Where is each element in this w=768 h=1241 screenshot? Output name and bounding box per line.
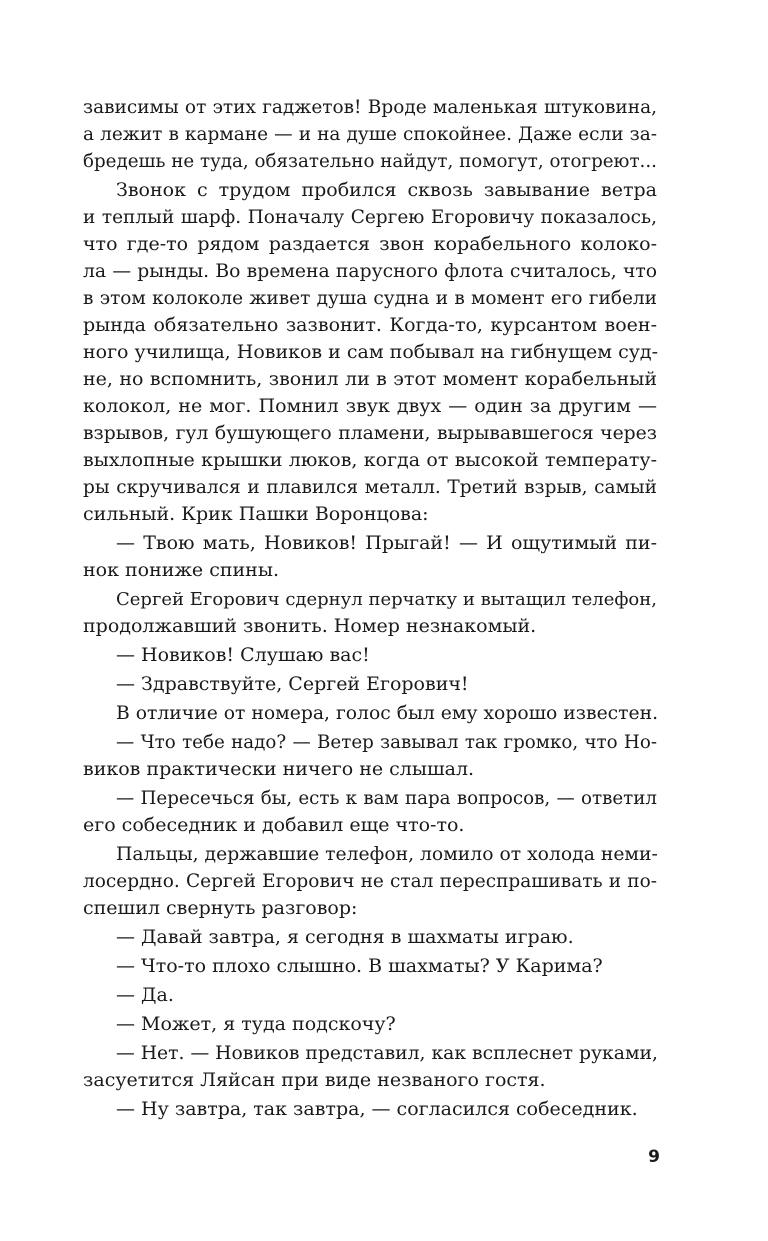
text-line: — Пересечься бы, есть к вам пара вопросов, — ответил (116, 788, 657, 809)
paragraph (83, 642, 657, 669)
paragraph (83, 785, 657, 839)
text-line: сильный. Крик Пашки Воронцова: (83, 503, 429, 525)
text-line: бредешь не туда, обязательно найдут, помогут, отогреют... (83, 151, 657, 172)
text-line: — Да. (116, 984, 174, 1006)
text-line: не, но вспомнить, звонил ли в этот момент корабельный (83, 368, 657, 390)
text-line: Звонок с трудом пробился сквозь завывание ветра (116, 179, 657, 201)
text-line: а лежит в кармане — и на душе спокойнее. Даже если за- (83, 124, 657, 145)
text-line: ла — рынды. Во времена парусного флота считалось, что (83, 261, 657, 282)
paragraph (83, 700, 657, 727)
paragraph (83, 953, 657, 980)
text-line: и теплый шарф. Поначалу Сергею Егоровичу показалось, (83, 207, 657, 228)
text-line: — Что-то плохо слышно. В шахматы? У Карима? (116, 955, 603, 977)
text-line: продолжавший звонить. Номер незнакомый. (83, 615, 537, 637)
text-line: взрывов, гул бушующего пламени, вырывавшегося через (83, 423, 657, 444)
text-line: — Может, я туда подскочу? (116, 1013, 396, 1035)
text-line: Сергей Егорович сдернул перчатку и вытащил телефон, (116, 589, 657, 610)
text-line: В отличие от номера, голос был ему хорошо известен. (116, 703, 659, 724)
paragraph (83, 982, 657, 1009)
text-line: нок пониже спины. (83, 559, 280, 581)
text-line: засуетится Ляйсан при виде незваного гостя. (83, 1069, 546, 1091)
text-line: — Здравствуйте, Сергей Егорович! (116, 673, 469, 695)
paragraph (83, 729, 657, 783)
text-line: в этом колоколе живет душа судна и в момент его гибели (83, 288, 657, 309)
text-line: что где-то рядом раздается звон корабельного колоко- (83, 233, 657, 255)
text-line: — Твою мать, Новиков! Прыгай! — И ощутимый пи- (116, 532, 657, 554)
paragraph (83, 530, 657, 584)
text-line: лосердно. Сергей Егорович не стал переспрашивать и по- (83, 871, 657, 892)
page-number: 9 (648, 1147, 660, 1167)
text-line: — Нет. — Новиков представил, как всплеснет руками, (116, 1043, 658, 1064)
page-body-text (83, 94, 657, 1125)
text-line: ного училища, Новиков и сам побывал на гибнущем суд- (83, 341, 659, 363)
text-line: выхлопные крышки люков, когда от высокой температу- (83, 449, 657, 471)
text-line: — Ну завтра, так завтра, — согласился собеседник. (116, 1098, 638, 1120)
text-line: — Что тебе надо? — Ветер завывал так громко, что Но- (116, 732, 657, 753)
text-line: зависимы от этих гаджетов! Вроде маленькая штуковина, (83, 97, 657, 118)
text-line: виков практически ничего не слышал. (83, 758, 475, 780)
paragraph (83, 94, 657, 175)
paragraph (83, 671, 657, 698)
text-line: спешил свернуть разговор: (83, 897, 358, 919)
paragraph (83, 1096, 657, 1123)
paragraph (83, 1011, 657, 1038)
text-line: Пальцы, державшие телефон, ломило от холода неми- (116, 844, 658, 865)
text-line: его собеседник и добавил еще что-то. (83, 814, 465, 836)
paragraph (83, 841, 657, 922)
paragraph (83, 586, 657, 640)
text-line: рында обязательно зазвонит. Когда-то, курсантом воен- (83, 314, 657, 336)
text-line: ры скручивался и плавился металл. Третий взрыв, самый (83, 477, 657, 498)
paragraph (83, 924, 657, 951)
text-line: колокол, не мог. Помнил звук двух — один за другим — (83, 395, 657, 417)
paragraph (83, 1040, 657, 1094)
paragraph (83, 177, 657, 528)
text-line: — Новиков! Слушаю вас! (116, 644, 370, 666)
text-line: — Давай завтра, я сегодня в шахматы играю. (116, 926, 574, 948)
